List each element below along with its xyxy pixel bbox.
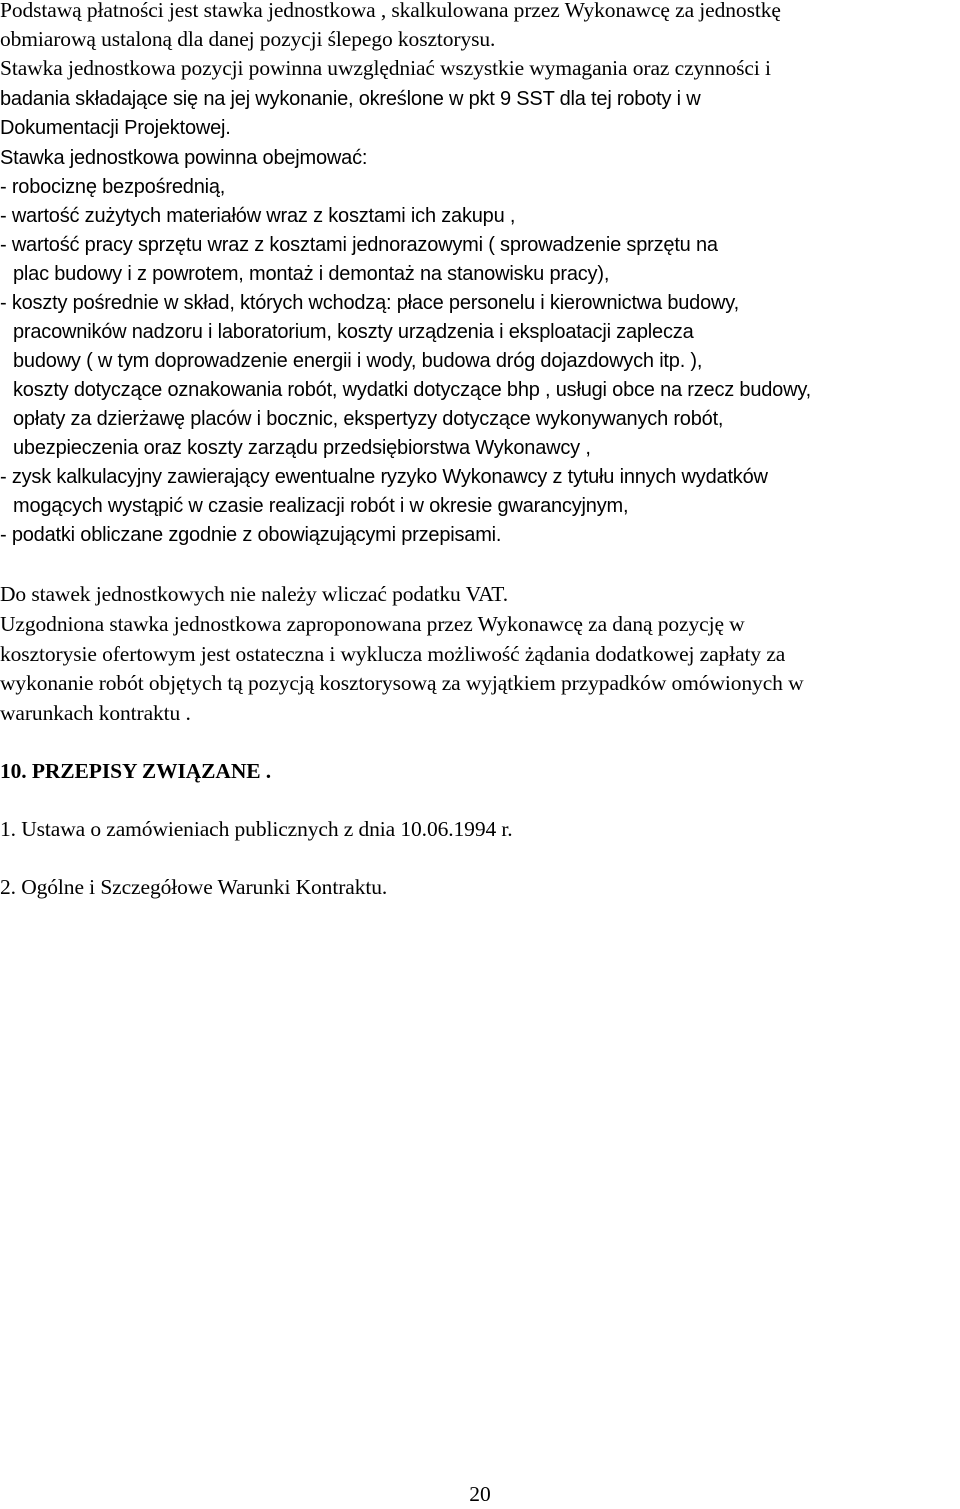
regulation-item: 1. Ustawa o zamówieniach publicznych z dnia 10.06.1994 r.	[0, 817, 513, 841]
cost-component-item: - wartość pracy sprzętu wraz z kosztami jednorazowymi ( sprowadzenie sprzętu na	[0, 234, 718, 256]
page-number: 20	[469, 1482, 491, 1506]
paragraph-line: Dokumentacji Projektowej.	[0, 117, 231, 139]
paragraph-line: obmiarową ustaloną dla danej pozycji ślepego kosztorysu.	[0, 27, 496, 51]
cost-component-item-continuation: ubezpieczenia oraz koszty zarządu przedsiębiorstwa Wykonawcy ,	[13, 437, 591, 459]
cost-component-item-continuation: mogących wystąpić w czasie realizacji robót i w okresie gwarancyjnym,	[13, 495, 629, 517]
cost-component-item-continuation: koszty dotyczące oznakowania robót, wydatki dotyczące bhp , usługi obce na rzecz budowy,	[13, 379, 812, 401]
cost-components-intro: Stawka jednostkowa powinna obejmować:	[0, 147, 368, 169]
vat-note: Do stawek jednostkowych nie należy wliczać podatku VAT.	[0, 582, 508, 606]
cost-component-item: - zysk kalkulacyjny zawierający ewentualne ryzyko Wykonawcy z tytułu innych wydatków	[0, 466, 768, 488]
paragraph-line: Uzgodniona stawka jednostkowa zaproponowana przez Wykonawcę za daną pozycję w	[0, 612, 745, 636]
paragraph-line: Podstawą płatności jest stawka jednostkowa , skalkulowana przez Wykonawcę za jednostkę	[0, 0, 781, 22]
paragraph-line: warunkach kontraktu .	[0, 701, 191, 725]
cost-component-item: - podatki obliczane zgodnie z obowiązującymi przepisami.	[0, 524, 502, 546]
cost-component-item: - wartość zużytych materiałów wraz z kosztami ich zakupu ,	[0, 205, 516, 227]
cost-component-item: - robociznę bezpośrednią,	[0, 176, 226, 198]
paragraph-line: Stawka jednostkowa pozycji powinna uwzględniać wszystkie wymagania oraz czynności i	[0, 56, 771, 80]
paragraph-line: wykonanie robót objętych tą pozycją kosztorysową za wyjątkiem przypadków omówionych w	[0, 671, 804, 695]
cost-component-item-continuation: pracowników nadzoru i laboratorium, koszty urządzenia i eksploatacji zaplecza	[13, 321, 694, 343]
cost-component-item-continuation: budowy ( w tym doprowadzenie energii i wody, budowa dróg dojazdowych itp. ),	[13, 350, 703, 372]
cost-component-item-continuation: plac budowy i z powrotem, montaż i demontaż na stanowisku pracy),	[13, 263, 610, 285]
cost-component-item: - koszty pośrednie w skład, których wchodzą: płace personelu i kierownictwa budowy,	[0, 292, 739, 314]
section-heading: 10. PRZEPISY ZWIĄZANE .	[0, 759, 272, 783]
paragraph-line: kosztorysie ofertowym jest ostateczna i wyklucza możliwość żądania dodatkowej zapłaty za	[0, 642, 786, 666]
paragraph-line: badania składające się na jej wykonanie, określone w pkt 9 SST dla tej roboty i w	[0, 88, 701, 110]
regulation-item: 2. Ogólne i Szczegółowe Warunki Kontraktu.	[0, 875, 388, 899]
cost-component-item-continuation: opłaty za dzierżawę placów i bocznic, ekspertyzy dotyczące wykonywanych robót,	[13, 408, 724, 430]
